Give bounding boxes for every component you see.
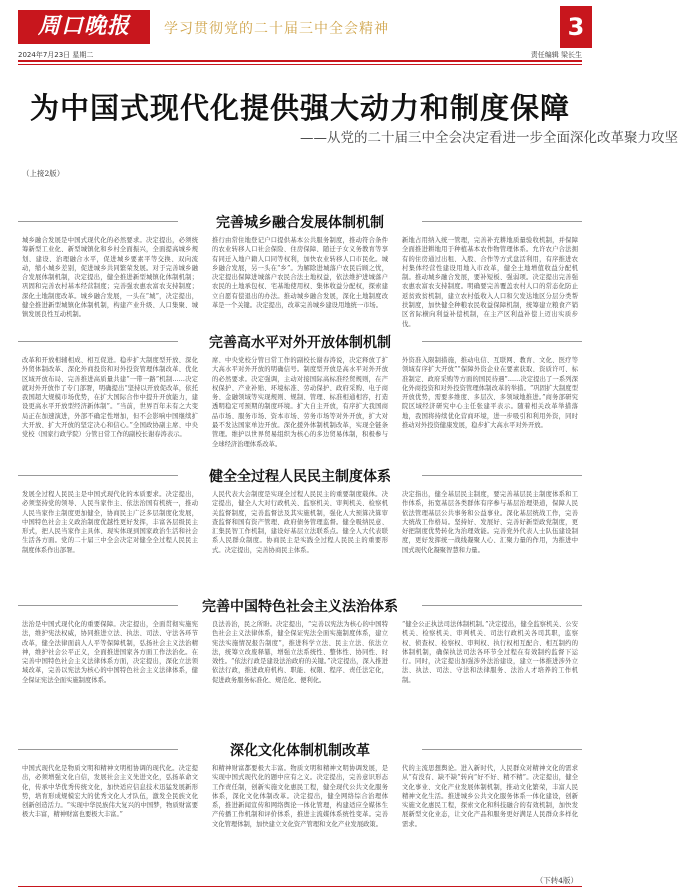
headline: 为中国式现代化提供强大动力和制度保障 xyxy=(29,91,570,125)
section-title: 健全全过程人民民主制度体系 xyxy=(209,469,391,485)
section-body-democracy xyxy=(22,490,578,588)
article-column: 决定指出，健全基层民主制度，要完善基层民主制度体系和工作体系，拓宽基层各类群体有序参与基层治理渠道，保障人民依法管理基层公共事务和公益事业。深化基层统战工作，完善大统战工作格局。坚持好、发展好、完善好新型政党制度，更好把制度优势转化为治理效能。完善党外代表人士队伍建设制度，更好发挥统一战线凝聚人心、汇聚力量的作用，为推进中国式现代化凝聚智慧和力量。 xyxy=(402,491,578,554)
article-column: 和精神财富都要极大丰富。物质文明和精神文明协调发展，是实现中国式现代化的题中应有之义。决定提出，完善意识形态工作责任制，创新实施文化惠民工程，健全现代公共文化服务体系，深化文化体制改革。决定提出，健全网络综合治理体系，推进新闻宣传和网络舆论一体化管理，构建适应全媒体生产传播工作机制和评价体系，推进主流媒体系统性变革。完善文化管理体制，加快建立文化资产管理和文化产业发展政策。 xyxy=(212,765,388,828)
section-body-urban-rural xyxy=(22,236,578,334)
section-title: 深化文化体制机制改革 xyxy=(230,743,370,759)
section-body-culture xyxy=(22,764,578,870)
article-column: 推行由常住地登记户口提供基本公共服务制度，推动符合条件的农业转移人口社会保险、住房保障、随迁子女义务教育等享有同迁入地户籍人口同等权利，加快农业转移人口市民化。城乡融合发展，另一头在“乡”。为解除进城落户农民后顾之忧，决定提出保障进城落户农民合法土地权益，依法维护进城落户农民的土地承包权、宅基地使用权、集体收益分配权，探索建立自愿有偿退出的办法。推动城乡融合发展，深化土地制度改革是一个关键。决定提出，改革完善城乡建设用地统一市场。 xyxy=(212,237,388,310)
article-column: 新地占用纳入统一管理，完善补充耕地质量验收机制，并保障全面推进耕地用于种植基本农作物管理体系。允许农户合法拥有的住房通过出租、入股、合作等方式盘活利用，有序推进农村集体经营性建设用地入市改革，健全土地增值收益分配机制。推动城乡融合发展，要补短板、强弱项。决定提出完善强农惠农富农支持制度。明确要完善覆盖农村人口的常态化防止返贫致贫机制，建立农村低收入人口和欠发达地区分层分类帮扶制度，加快健全种粮农民收益保障机制，统筹建立粮食产销区省际横向利益补偿机制，在主产区利益补偿上迈出实质步伐。 xyxy=(402,237,578,328)
section-title: 完善高水平对外开放体制机制 xyxy=(209,335,391,351)
article-column: 代的主流思想舆论。进入新时代，人民群众对精神文化的需求从“有没有、缺不缺”转向“好不好、精不精”。决定提出，健全文化事业、文化产业发展体制机制，推动文化繁荣，丰富人民精神文化生活。推进城乡公共文化服务体系一体化建设，创新实施文化惠民工程，探索文化和科技融合的有效机制，加快发展新型文化业态，让文化产品和服务更好满足人民群众多样化需求。 xyxy=(402,765,578,828)
section-heading-culture xyxy=(18,740,582,758)
article-column: 中国式现代化是物质文明和精神文明相协调的现代化。决定提出，必须增强文化自信，发展社会主义先进文化，弘扬革命文化，传承中华优秀传统文化，加快适应信息技术迅猛发展新形势，培育形成规模宏大的优秀文化人才队伍，激发全民族文化创新创造活力。“实现中华民族伟大复兴的中国梦，物质财富要极大丰富，精神财富也要极大丰富。” xyxy=(22,765,198,819)
newspaper-logo: 周口晚报 xyxy=(18,10,150,44)
article-column: 改革和开放相辅相成、相互促进。稳步扩大制度型开放、深化外贸体制改革、深化外商投资和对外投资管理体制改革、优化区域开放布局、完善推进高质量共建“一带一路”机制……决定就对外开放作了专门部署，明确提出“坚持以开放促改革，依托我国超大规模市场优势，在扩大国际合作中提升开放能力，建设更高水平开放型经济新体制”。“当前，世界百年未有之大变局正在加速演进，外部不确定性增加，但不会影响中国继续扩大开放、扩大开放的坚定决心和信心。”全国政协副主席、中央党校（国家行政学院）分管日常工作的副校长谢春涛表示。 xyxy=(22,357,198,439)
article-column: 城乡融合发展是中国式现代化的必然要求。决定提出，必须统筹新型工业化、新型城镇化和乡村全面振兴，全面提高城乡规划、建设、治理融合水平，促进城乡要素平等交换、双向流动，缩小城乡差别，促进城乡共同繁荣发展。对于完善城乡融合发展体制机制，决定提出，健全推进新型城镇化体制机制；巩固和完善农村基本经营制度；完善强农惠农富农支持制度；深化土地制度改革。城乡融合发展，一头在“城”，决定提出，健全推进新型城镇化体制机制，构建产业升级、人口集聚、城镇发展良性互动机制。 xyxy=(22,237,198,319)
page-slogan: 学习贯彻党的二十届三中全会精神 xyxy=(164,21,389,37)
masthead xyxy=(0,0,600,62)
section-title: 完善城乡融合发展体制机制 xyxy=(216,215,384,231)
page-number: 3 xyxy=(560,6,592,48)
issue-date: 2024年7月23日 星期二 xyxy=(18,51,94,59)
section-heading-opening-up xyxy=(18,332,582,350)
continued-from-note: （上接2版） xyxy=(22,169,65,178)
footer-rule xyxy=(18,886,582,887)
section-heading-rule-of-law xyxy=(18,596,582,614)
continued-to-note: （下转4版） xyxy=(535,876,578,885)
masthead-rule xyxy=(18,60,582,62)
section-title: 完善中国特色社会主义法治体系 xyxy=(202,599,398,615)
article-column: 发展全过程人民民主是中国式现代化的本质要求。决定提出，必须坚持党的领导、人民当家作主、依法治国有机统一，推动人民当家作主制度更加健全，协商民主广泛多层制度化发展，中国特色社会主义政治制度优越性更好发挥，丰富各层级民主形式，把人民当家作主具体、现实体现到国家政治生活和社会生活各方面。党的二十届三中全会决定对健全全过程人民民主制度体系作出部署。 xyxy=(22,491,198,554)
masthead-rule-thin xyxy=(18,64,582,65)
article-column: 法治是中国式现代化的重要保障。决定提出，全面贯彻实施宪法，维护宪法权威，协同推进立法、执法、司法、守法各环节改革，健全法律面前人人平等保障机制，弘扬社会主义法治精神，维护社会公平正义，全面推进国家各方面工作法治化。在完善中国特色社会主义法律体系方面，决定提出，深化立法领域改革，完善以宪法为核心的中国特色社会主义法律体系，健全保证宪法全面实施制度体系。 xyxy=(22,621,198,684)
article-column: 良法善治，民之所盼。决定提出，“完善以宪法为核心的中国特色社会主义法律体系，健全保证宪法全面实施制度体系，建立宪法实施情况报告制度”，推进科学立法、民主立法、依法立法，统筹立改废释纂，增强立法系统性、整体性、协同性、时效性。“依法行政是建设法治政府的关键。”决定提出，深入推进依法行政，推进政府机构、职能、权限、程序、责任法定化，促进政务服务标准化、规范化、便利化。 xyxy=(212,621,388,684)
article-column: 人民代表大会制度是实现全过程人民民主的重要制度载体。决定提出，健全人大对行政机关、监察机关、审判机关、检察机关监督制度，完善监督法及其实施机制，强化人大预算决算审查监督和国有资产管理、政府债务管理监督。健全吸纳民意、汇集民智工作机制，建设好基层立法联系点。健全人大代表联系人民群众制度。协商民主是实践全过程人民民主的重要形式。决定提出，完善协商民主体系。 xyxy=(212,491,388,554)
article-column: 席、中央党校分管日常工作的副校长谢春涛说，决定释放了扩大高水平对外开放的明确信号。制度型开放是高水平对外开放的必然要求。决定强调，主动对接国际高标准经贸规则，在产权保护、产业补贴、环境标准、劳动保护、政府采购、电子商务、金融领域等实现规则、规制、管理、标准相通相容，打造透明稳定可预期的制度环境。扩大自主开放，有序扩大我国商品市场、服务市场、资本市场、劳务市场等对外开放，扩大对最不发达国家单边开放。深化援外体制机制改革，实现全链条管理。维护以世界贸易组织为核心的多边贸易体制，积极参与全球经济治理体系改革。 xyxy=(212,357,388,448)
article-column: “健全公正执法司法体制机制。”决定提出，健全监察机关、公安机关、检察机关、审判机关、司法行政机关各司其职，监察权、侦查权、检察权、审判权、执行权相互配合、相互制约的体制机制，确保执法司法各环节全过程在有效制约监督下运行。同时，决定提出加强涉外法治建设，建立一体推进涉外立法、执法、司法、守法和法律服务、法治人才培养的工作机制。 xyxy=(402,621,578,684)
section-heading-democracy xyxy=(18,466,582,484)
section-heading-urban-rural xyxy=(18,212,582,230)
subheadline: ——从党的二十届三中全会决定看进一步全面深化改革聚力攻坚 xyxy=(300,130,678,146)
article-column: 外资准入限制措施，推动电信、互联网、教育、文化、医疗等领域有序扩大开放”“保障外资企业在要素获取、资质许可、标准制定、政府采购等方面的国民待遇”……决定提出了一系列深化外商投资和对外投资管理体制改革的举措。“巩固扩大制度型开放优势，需要多维度、多层次、多领域地推进。”商务部研究院区域经济研究中心主任张建平表示。随着相关改革举措落地，我国将持续优化营商环境，进一步吸引和利用外资，同时推动对外投资健康发展，稳步扩大高水平对外开放。 xyxy=(402,357,578,430)
responsible-editor: 责任编辑 梁长生 xyxy=(530,51,582,59)
section-body-opening-up xyxy=(22,356,578,460)
section-body-rule-of-law xyxy=(22,620,578,718)
